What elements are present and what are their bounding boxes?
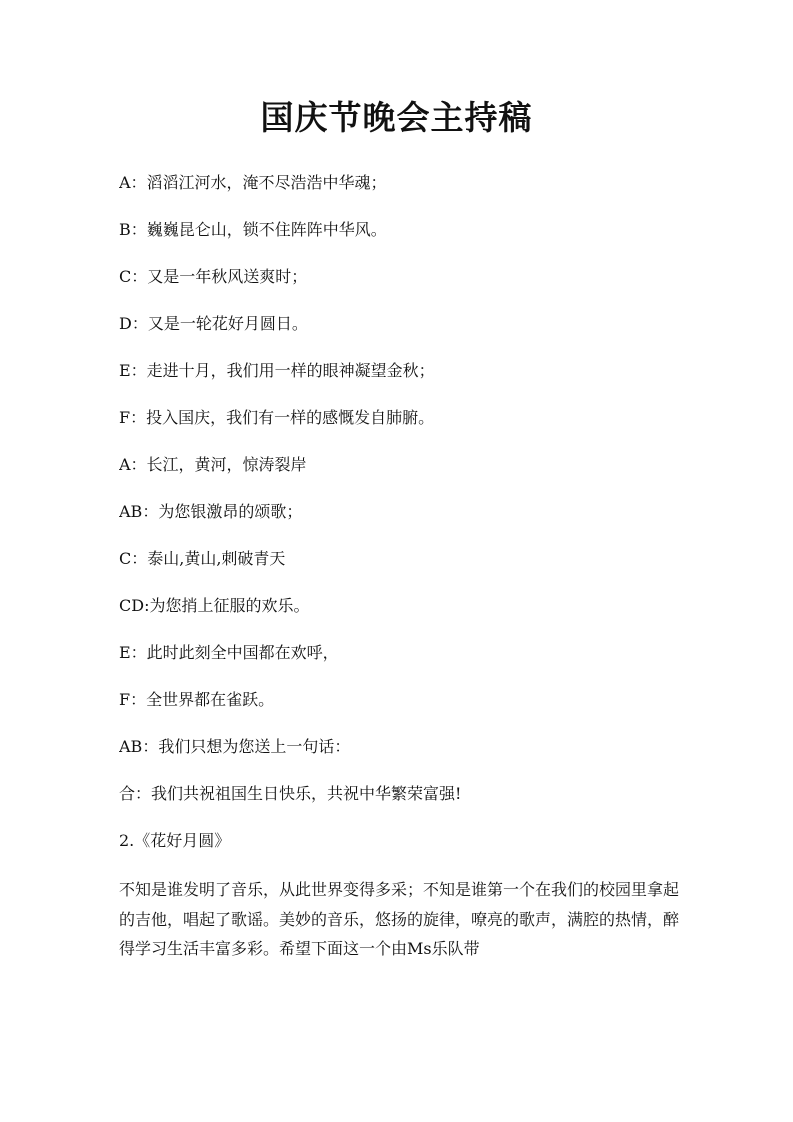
document-title: 国庆节晚会主持稿 [260,98,533,137]
script-line: F：投入国庆，我们有一样的感慨发自肺腑。 [119,408,435,427]
script-line: F：全世界都在雀跃。 [119,690,275,709]
section-heading: 2.《花好月圆》 [119,831,231,850]
body-paragraph: 不知是谁发明了音乐，从此世界变得多采；不知是谁第一个在我们的校园里拿起的吉他，唱起了歌谣。美妙的音乐，悠扬的旋律，嘹亮的歌声，满腔的热情，醉得学习生活丰富多彩。希望下面这一个由Ms乐队带 [119,880,680,958]
script-line: 合：我们共祝祖国生日快乐，共祝中华繁荣富强! [119,784,462,803]
script-line: C：又是一年秋风送爽时； [119,267,308,286]
script-line: A：滔滔江河水，淹不尽浩浩中华魂； [119,173,387,192]
script-line: CD:为您捎上征服的欢乐。 [119,596,310,615]
script-line: AB：为您银激昂的颂歌； [119,502,303,521]
script-line: E：走进十月，我们用一样的眼神凝望金秋； [119,361,435,380]
script-line: D：又是一轮花好月圆日。 [119,314,308,333]
script-line: B：巍巍昆仑山，锁不住阵阵中华风。 [119,220,387,239]
script-line: C：泰山,黄山,刺破青天 [119,549,286,568]
script-lines [119,170,679,875]
script-line: A：长江，黄河，惊涛裂岸 [119,455,307,474]
script-line: E：此时此刻全中国都在欢呼， [119,643,339,662]
script-line: AB：我们只想为您送上一句话： [119,737,351,756]
